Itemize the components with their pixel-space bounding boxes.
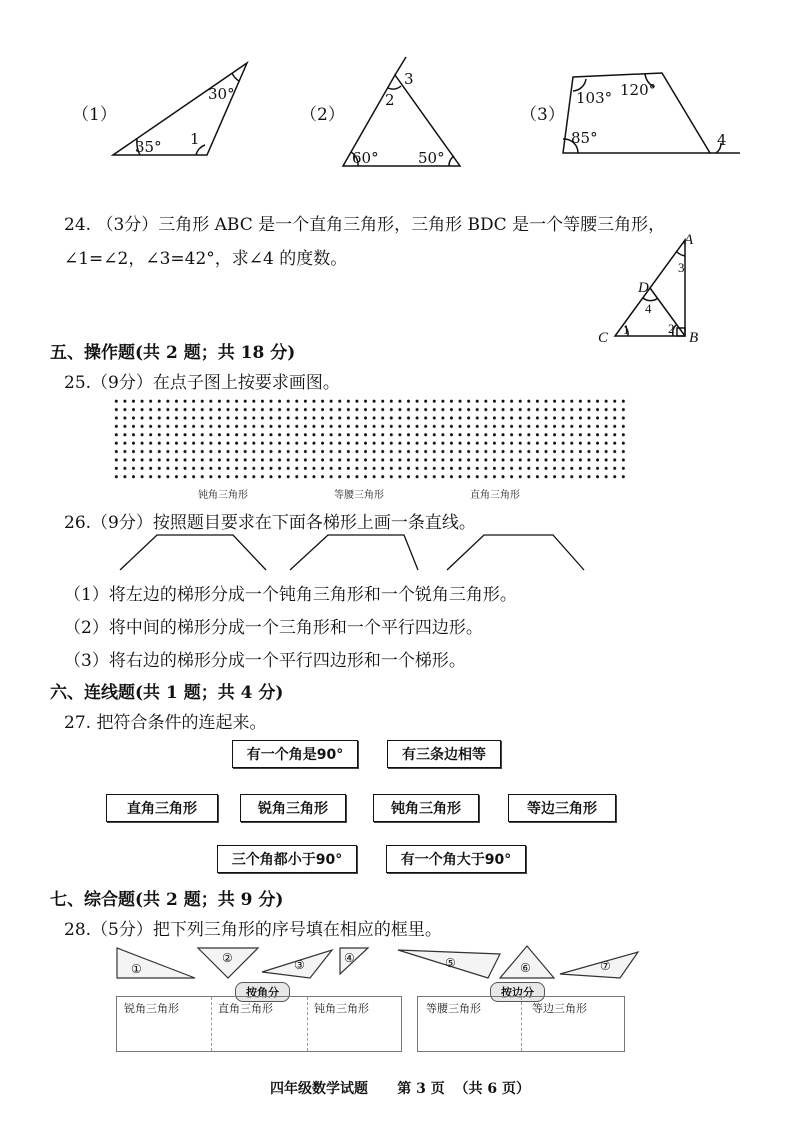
type-acute-triangle[interactable]: 锐角三角形 — [240, 794, 346, 822]
q24-line2: ∠1=∠2，∠3=42°，求∠4 的度数。 — [64, 249, 348, 269]
fig24-n4: 4 — [645, 301, 652, 316]
fig24-C: C — [598, 330, 609, 346]
q26-item-3: （3）将右边的梯形分成一个平行四边形和一个梯形。 — [64, 651, 466, 671]
fig24-n1: 1 — [623, 322, 630, 337]
fig2-angle-a: 3 — [404, 70, 414, 88]
tri-6-number: ⑥ — [520, 961, 531, 975]
trapezoid-left — [120, 535, 266, 570]
tag-by-angle: 按角分 — [235, 982, 290, 1002]
fig2-angle-d: 50° — [418, 149, 445, 167]
fig1-triangle — [113, 63, 247, 155]
condition-right-angle[interactable]: 有一个角是90° — [232, 740, 358, 768]
fig24-n3: 3 — [678, 260, 685, 275]
fig2-angle-b: 2 — [385, 91, 395, 109]
q26-item-1: （1）将左边的梯形分成一个钝角三角形和一个锐角三角形。 — [64, 585, 517, 605]
fig3-angle-a: 103° — [576, 89, 613, 107]
q26-item-2: （2）将中间的梯形分成一个三角形和一个平行四边形。 — [64, 618, 483, 638]
fig24-A: A — [684, 232, 694, 248]
fig3-angle-b: 120° — [620, 81, 657, 99]
tri-3-number: ③ — [294, 958, 305, 972]
q27-text: 27. 把符合条件的连起来。 — [64, 713, 267, 733]
tri-5-number: ⑤ — [445, 956, 456, 970]
tri-2-number: ② — [222, 951, 233, 965]
fig24-n2: 2 — [668, 321, 675, 336]
q25-text: 25.（9分）在点子图上按要求画图。 — [64, 373, 340, 393]
q24-figure — [590, 230, 720, 350]
fig24-B: B — [689, 330, 699, 346]
fig2-angle-c: 60° — [352, 149, 379, 167]
trapezoid-middle — [290, 535, 418, 570]
q25-caption-3: 直角三角形 — [470, 490, 520, 501]
fig1-label: （1） — [72, 105, 117, 125]
col-obtuse: 钝角三角形 — [314, 1002, 369, 1015]
tri-4-number: ④ — [344, 951, 355, 965]
dot-grid[interactable] — [112, 397, 628, 481]
q28-text: 28.（5分）把下列三角形的序号填在相应的框里。 — [64, 920, 442, 940]
trapezoids — [0, 530, 800, 580]
col-acute: 锐角三角形 — [124, 1002, 179, 1015]
col-equilateral: 等边三角形 — [532, 1002, 587, 1015]
tri-1-number: ① — [131, 962, 142, 976]
type-equilateral-triangle[interactable]: 等边三角形 — [508, 794, 616, 822]
tri-7-number: ⑦ — [600, 959, 611, 973]
tag-by-side: 按边分 — [490, 982, 545, 1002]
trapezoid-right — [447, 535, 584, 570]
fig2-label: （2） — [300, 105, 345, 125]
section7-heading: 七、综合题(共 2 题；共 9 分) — [50, 890, 284, 910]
condition-all-acute[interactable]: 三个角都小于90° — [217, 845, 357, 873]
fig1-angle-c: 1 — [190, 130, 200, 148]
fig3-label: （3） — [520, 105, 565, 125]
type-obtuse-triangle[interactable]: 钝角三角形 — [373, 794, 479, 822]
fig3-angle-c: 85° — [571, 129, 598, 147]
q26-text: 26.（9分）按照题目要求在下面各梯形上画一条直线。 — [64, 513, 476, 533]
q25-caption-1: 钝角三角形 — [198, 490, 248, 501]
section5-heading: 五、操作题(共 2 题；共 18 分) — [50, 343, 296, 363]
q24-line1: 24. （3分）三角形 ABC 是一个直角三角形，三角形 BDC 是一个等腰三角形， — [64, 215, 666, 235]
condition-three-equal-sides[interactable]: 有三条边相等 — [387, 740, 501, 768]
fig3-angle-d: 4 — [717, 131, 727, 149]
type-right-triangle[interactable]: 直角三角形 — [106, 794, 218, 822]
fig1-angle-b: 35° — [135, 138, 162, 156]
condition-one-obtuse[interactable]: 有一个角大于90° — [386, 845, 526, 873]
col-isosceles: 等腰三角形 — [426, 1002, 481, 1015]
page-footer: 四年级数学试题 第 3 页 （共 6 页） — [270, 1081, 530, 1097]
section6-heading: 六、连线题(共 1 题；共 4 分) — [50, 683, 284, 703]
fig24-D: D — [638, 280, 649, 296]
q25-caption-2: 等腰三角形 — [334, 490, 384, 501]
fig1-angle-a: 30° — [208, 85, 235, 103]
col-right: 直角三角形 — [218, 1002, 273, 1015]
q28-triangles — [0, 940, 800, 985]
q23-figures — [0, 55, 800, 175]
